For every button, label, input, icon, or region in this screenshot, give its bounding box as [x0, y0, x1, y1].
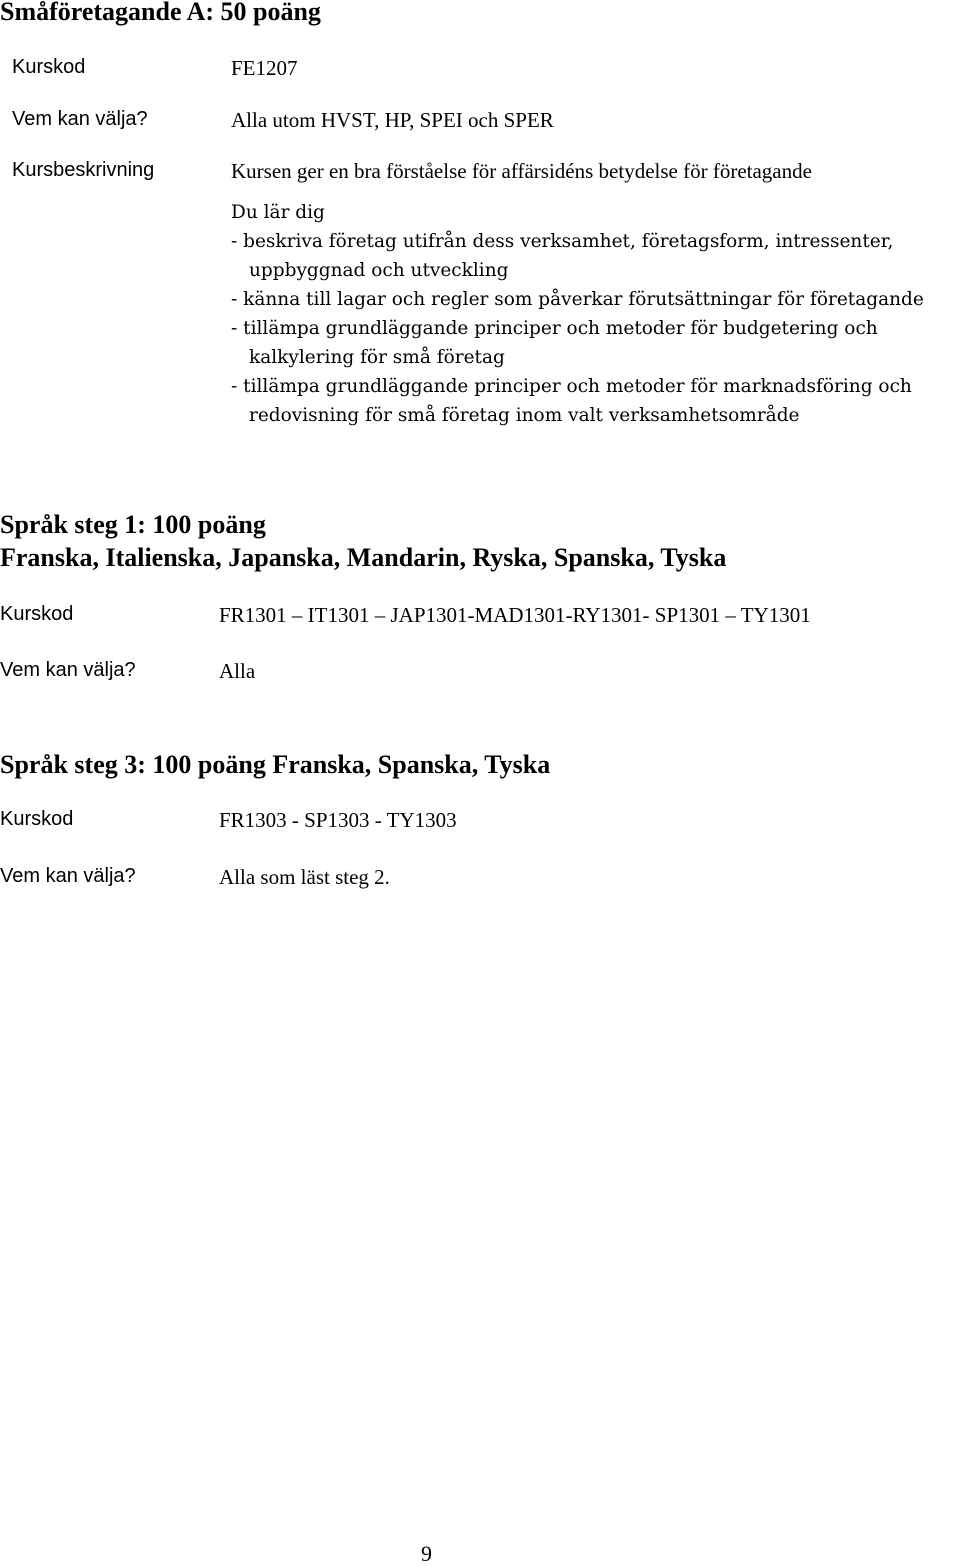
section-subtitle-languages: Franska, Italienska, Japanska, Mandarin, Ryska, Spanska, Tyska: [0, 543, 727, 572]
vem-kan-valja-value: Alla: [219, 659, 256, 683]
vem-kan-valja-label: Vem kan välja?: [12, 108, 148, 130]
section-title-sprak-steg-1: Språk steg 1: 100 poäng: [0, 510, 266, 539]
kurskod-label: Kurskod: [12, 56, 86, 78]
kurskod-label: Kurskod: [0, 603, 74, 625]
vem-kan-valja-label: Vem kan välja?: [0, 865, 136, 887]
learning-intro: Du lär dig: [231, 202, 325, 223]
kursbeskrivning-label: Kursbeskrivning: [12, 159, 155, 181]
learning-bullet: - känna till lagar och regler som påverkar förutsättningar för företagande: [231, 289, 924, 310]
page-number: 9: [421, 1541, 432, 1566]
section-title-smaforetagande: Småföretagande A: 50 poäng: [0, 0, 321, 26]
kurskod-value: FE1207: [231, 56, 298, 80]
learning-bullet-continuation: redovisning för små företag inom valt verksamhetsområde: [249, 405, 800, 426]
vem-kan-valja-value: Alla utom HVST, HP, SPEI och SPER: [231, 108, 554, 132]
learning-bullet: - beskriva företag utifrån dess verksamhet, företagsform, intressenter,: [231, 231, 894, 252]
kurskod-value: FR1303 - SP1303 - TY1303: [219, 808, 457, 832]
vem-kan-valja-label: Vem kan välja?: [0, 659, 136, 681]
kurskod-label: Kurskod: [0, 808, 74, 830]
kurskod-value: FR1301 – IT1301 – JAP1301-MAD1301-RY1301- SP1301 – TY1301: [219, 603, 811, 627]
learning-bullet-continuation: uppbyggnad och utveckling: [249, 260, 509, 281]
section-title-sprak-steg-3: Språk steg 3: 100 poäng Franska, Spanska, Tyska: [0, 750, 551, 779]
vem-kan-valja-value: Alla som läst steg 2.: [219, 865, 390, 889]
learning-bullet: - tillämpa grundläggande principer och metoder för budgetering och: [231, 318, 878, 339]
learning-bullet-continuation: kalkylering för små företag: [249, 347, 505, 368]
learning-bullet: - tillämpa grundläggande principer och metoder för marknadsföring och: [231, 376, 912, 397]
kursbeskrivning-value: Kursen ger en bra förståelse för affärsidéns betydelse för företagande: [231, 159, 812, 183]
